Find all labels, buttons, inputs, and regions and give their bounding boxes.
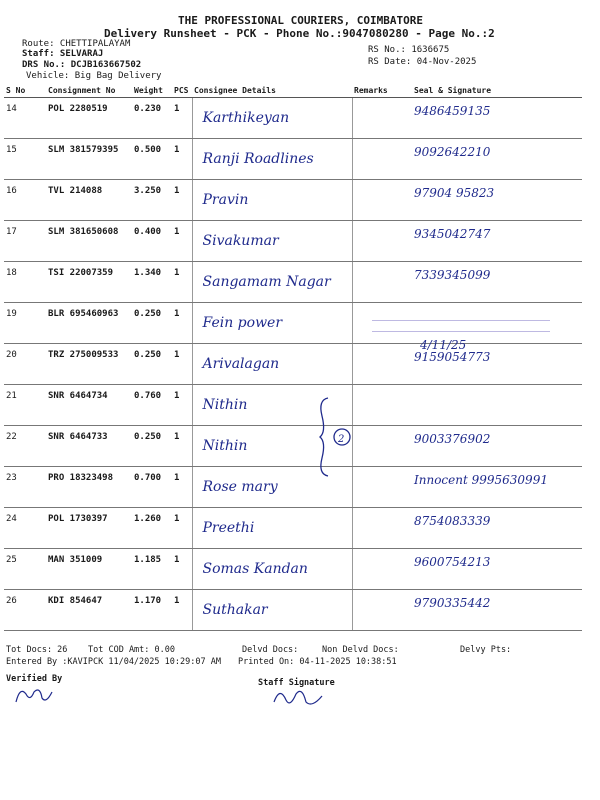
row-signature xyxy=(412,262,582,303)
row-consignment: SLM 381579395 xyxy=(46,139,132,180)
signature-phone: Innocent 9995630991 xyxy=(414,473,548,487)
signature-phone: 97904 95823 xyxy=(414,186,495,200)
staff-signature-label: Staff Signature xyxy=(258,678,335,688)
table-row xyxy=(4,139,582,180)
table-row xyxy=(4,221,582,262)
row-weight: 1.185 xyxy=(132,549,172,590)
consignee-name: Nithin xyxy=(202,397,248,413)
row-remarks xyxy=(352,467,412,508)
row-signature xyxy=(412,385,582,426)
row-remarks xyxy=(352,262,412,303)
tot-docs: Tot Docs: 26 xyxy=(6,645,68,655)
row-sno: 16 xyxy=(4,180,46,221)
row-sno: 22 xyxy=(4,426,46,467)
row-signature xyxy=(412,508,582,549)
row-consignment: SLM 381650608 xyxy=(46,221,132,262)
row-signature xyxy=(412,426,582,467)
row-remarks xyxy=(352,426,412,467)
row-signature xyxy=(412,467,582,508)
row-pcs: 1 xyxy=(172,303,192,344)
row-weight: 0.250 xyxy=(132,303,172,344)
row-consignment: TSI 22007359 xyxy=(46,262,132,303)
row-consignment: BLR 695460963 xyxy=(46,303,132,344)
row-consignee xyxy=(192,508,352,549)
row-remarks xyxy=(352,180,412,221)
row-sno: 25 xyxy=(4,549,46,590)
row-consignee xyxy=(192,303,352,344)
row-consignee xyxy=(192,344,352,385)
row-sno: 26 xyxy=(4,590,46,631)
stamp-date: 4/11/25 xyxy=(420,338,467,352)
row-weight: 3.250 xyxy=(132,180,172,221)
row-consignment: POL 2280519 xyxy=(46,98,132,139)
row-signature xyxy=(412,98,582,139)
signature-phone: 9486459135 xyxy=(414,104,491,118)
row-weight: 1.340 xyxy=(132,262,172,303)
row-consignment: TVL 214088 xyxy=(46,180,132,221)
row-pcs: 1 xyxy=(172,385,192,426)
row-consignee xyxy=(192,590,352,631)
row-consignment: POL 1730397 xyxy=(46,508,132,549)
row-pcs: 1 xyxy=(172,139,192,180)
signature-phone: 9092642210 xyxy=(414,145,491,159)
row-consignee xyxy=(192,180,352,221)
row-consignment: SNR 6464733 xyxy=(46,426,132,467)
row-signature xyxy=(412,590,582,631)
consignee-name: Sivakumar xyxy=(202,233,279,249)
row-consignee xyxy=(192,262,352,303)
row-consignee xyxy=(192,98,352,139)
table-row xyxy=(4,426,582,467)
delvd-docs: Delvd Docs: xyxy=(242,645,299,655)
signature-phone: 9345042747 xyxy=(414,227,491,241)
row-consignment: PRO 18323498 xyxy=(46,467,132,508)
row-pcs: 1 xyxy=(172,467,192,508)
row-pcs: 1 xyxy=(172,221,192,262)
consignee-name: Ranji Roadlines xyxy=(202,151,314,167)
row-weight: 1.170 xyxy=(132,590,172,631)
table-row xyxy=(4,590,582,631)
signature-phone: 9790335442 xyxy=(414,596,491,610)
row-pcs: 1 xyxy=(172,426,192,467)
signature-phone: 9003376902 xyxy=(414,432,491,446)
row-weight: 1.260 xyxy=(132,508,172,549)
tot-cod: Tot COD Amt: 0.00 xyxy=(88,645,175,655)
bracket-mark xyxy=(316,396,356,478)
table-row xyxy=(4,98,582,139)
runsheet-title: Delivery Runsheet - PCK - Phone No.:9047080280 - Page No.:2 xyxy=(104,27,495,40)
row-remarks xyxy=(352,508,412,549)
col-pcs: PCS xyxy=(172,84,192,98)
row-pcs: 1 xyxy=(172,590,192,631)
row-signature xyxy=(412,139,582,180)
row-weight: 0.250 xyxy=(132,344,172,385)
row-sno: 14 xyxy=(4,98,46,139)
row-sno: 15 xyxy=(4,139,46,180)
col-consignee: Consignee Details xyxy=(192,84,352,98)
entered-by: Entered By :KAVIPCK 11/04/2025 10:29:07 AM xyxy=(6,657,221,667)
row-remarks xyxy=(352,98,412,139)
drs-number: DRS No.: DCJB163667502 xyxy=(22,60,142,70)
delvy-pts: Delvy Pts: xyxy=(460,645,512,655)
row-consignment: TRZ 275009533 xyxy=(46,344,132,385)
consignee-name: Suthakar xyxy=(202,602,268,618)
row-consignee xyxy=(192,221,352,262)
row-signature xyxy=(412,549,582,590)
row-signature xyxy=(412,180,582,221)
row-weight: 0.250 xyxy=(132,426,172,467)
row-pcs: 1 xyxy=(172,262,192,303)
col-sno: S No xyxy=(4,84,46,98)
row-consignee xyxy=(192,549,352,590)
row-consignment: KDI 854647 xyxy=(46,590,132,631)
row-consignee xyxy=(192,139,352,180)
row-weight: 0.760 xyxy=(132,385,172,426)
row-weight: 0.400 xyxy=(132,221,172,262)
table-row xyxy=(4,385,582,426)
printed-on: Printed On: 04-11-2025 10:38:51 xyxy=(238,657,397,667)
row-pcs: 1 xyxy=(172,98,192,139)
row-weight: 0.500 xyxy=(132,139,172,180)
table-row xyxy=(4,549,582,590)
consignee-name: Karthikeyan xyxy=(202,110,290,126)
row-sno: 24 xyxy=(4,508,46,549)
row-sno: 18 xyxy=(4,262,46,303)
table-row xyxy=(4,180,582,221)
row-consignment: MAN 351009 xyxy=(46,549,132,590)
row-weight: 0.230 xyxy=(132,98,172,139)
row-sno: 17 xyxy=(4,221,46,262)
consignee-name: Sangamam Nagar xyxy=(202,274,331,290)
row-signature xyxy=(412,221,582,262)
row-remarks xyxy=(352,221,412,262)
row-sno: 20 xyxy=(4,344,46,385)
col-weight: Weight xyxy=(132,84,172,98)
rs-number: RS No.: 1636675 xyxy=(368,45,450,55)
company-title: THE PROFESSIONAL COURIERS, COIMBATORE xyxy=(178,14,424,27)
row-consignment: SNR 6464734 xyxy=(46,385,132,426)
route-label: Route: CHETTIPALAYAM xyxy=(22,39,131,49)
col-consignment: Consignment No xyxy=(46,84,132,98)
row-pcs: 1 xyxy=(172,180,192,221)
rs-date: RS Date: 04-Nov-2025 xyxy=(368,57,477,67)
row-pcs: 1 xyxy=(172,508,192,549)
consignee-name: Pravin xyxy=(202,192,249,208)
row-weight: 0.700 xyxy=(132,467,172,508)
verified-by-label: Verified By xyxy=(6,674,63,684)
row-sno: 19 xyxy=(4,303,46,344)
signature-phone: 9600754213 xyxy=(414,555,491,569)
table-row xyxy=(4,508,582,549)
non-delvd-docs: Non Delvd Docs: xyxy=(322,645,399,655)
table-row xyxy=(4,467,582,508)
runsheet-table xyxy=(4,84,582,631)
row-remarks xyxy=(352,549,412,590)
consignee-name: Arivalagan xyxy=(202,356,280,372)
table-header-row xyxy=(4,84,582,98)
col-remarks: Remarks xyxy=(352,84,412,98)
staff-signature xyxy=(272,686,324,710)
consignee-name: Fein power xyxy=(202,315,283,331)
verifier-signature xyxy=(14,684,54,708)
row-remarks xyxy=(352,139,412,180)
col-seal: Seal & Signature xyxy=(412,84,582,98)
signature-phone: 9159054773 xyxy=(414,350,491,364)
signature-phone: 8754083339 xyxy=(414,514,491,528)
row-pcs: 1 xyxy=(172,549,192,590)
consignee-name: Rose mary xyxy=(202,479,278,495)
row-sno: 21 xyxy=(4,385,46,426)
staff-label: Staff: SELVARAJ xyxy=(22,49,104,59)
bracket-count: 2 xyxy=(338,434,345,445)
row-pcs: 1 xyxy=(172,344,192,385)
row-remarks xyxy=(352,590,412,631)
table-row xyxy=(4,262,582,303)
row-remarks xyxy=(352,385,412,426)
consignee-name: Preethi xyxy=(202,520,255,536)
consignee-name: Somas Kandan xyxy=(202,561,308,577)
signature-phone: 7339345099 xyxy=(414,268,491,282)
consignee-name: Nithin xyxy=(202,438,248,454)
row-sno: 23 xyxy=(4,467,46,508)
vehicle-label: Vehicle: Big Bag Delivery xyxy=(26,71,162,81)
